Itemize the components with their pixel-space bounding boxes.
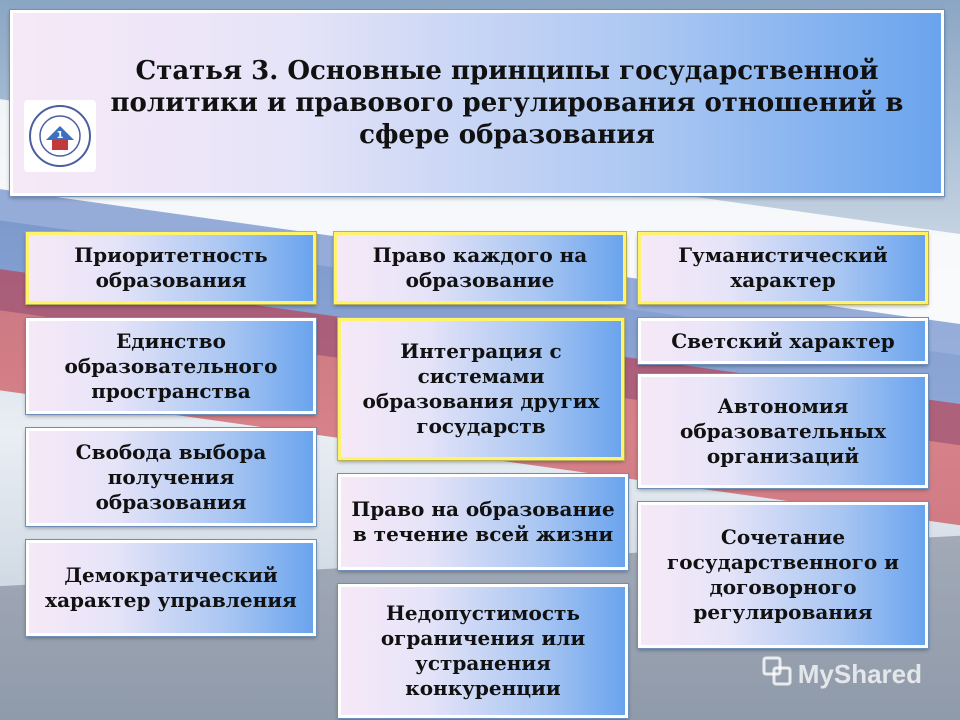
principle-right-to-education: Право каждого на образование [334,232,626,304]
principle-state-contract-regulation: Сочетание государственного и договорного регулирования [638,502,928,648]
principle-unity: Единство образовательного пространства [26,318,316,414]
principle-secular: Светский характер [638,318,928,364]
principle-competition: Недопустимость ограничения или устранения конкуренции [338,584,628,718]
slide-title: Статья 3. Основные принципы государственной политики и правового регулирования отношений в сфере образования [10,10,944,196]
principle-freedom-of-choice: Свобода выбора получения образования [26,428,316,526]
watermark [762,656,922,693]
myshared-logo-icon [762,656,792,693]
principle-autonomy: Автономия образовательных организаций [638,374,928,488]
svg-text:1: 1 [56,130,64,141]
principle-lifelong-education: Право на образование в течение всей жизни [338,474,628,570]
principle-integration: Интеграция с системами образования других государств [338,318,624,460]
principle-priority: Приоритетность образования [26,232,316,304]
principle-democratic-management: Демократический характер управления [26,540,316,636]
principle-humanistic: Гуманистический характер [638,232,928,304]
emblem-logo-icon [24,100,96,172]
watermark-text: MyShared [797,659,922,689]
